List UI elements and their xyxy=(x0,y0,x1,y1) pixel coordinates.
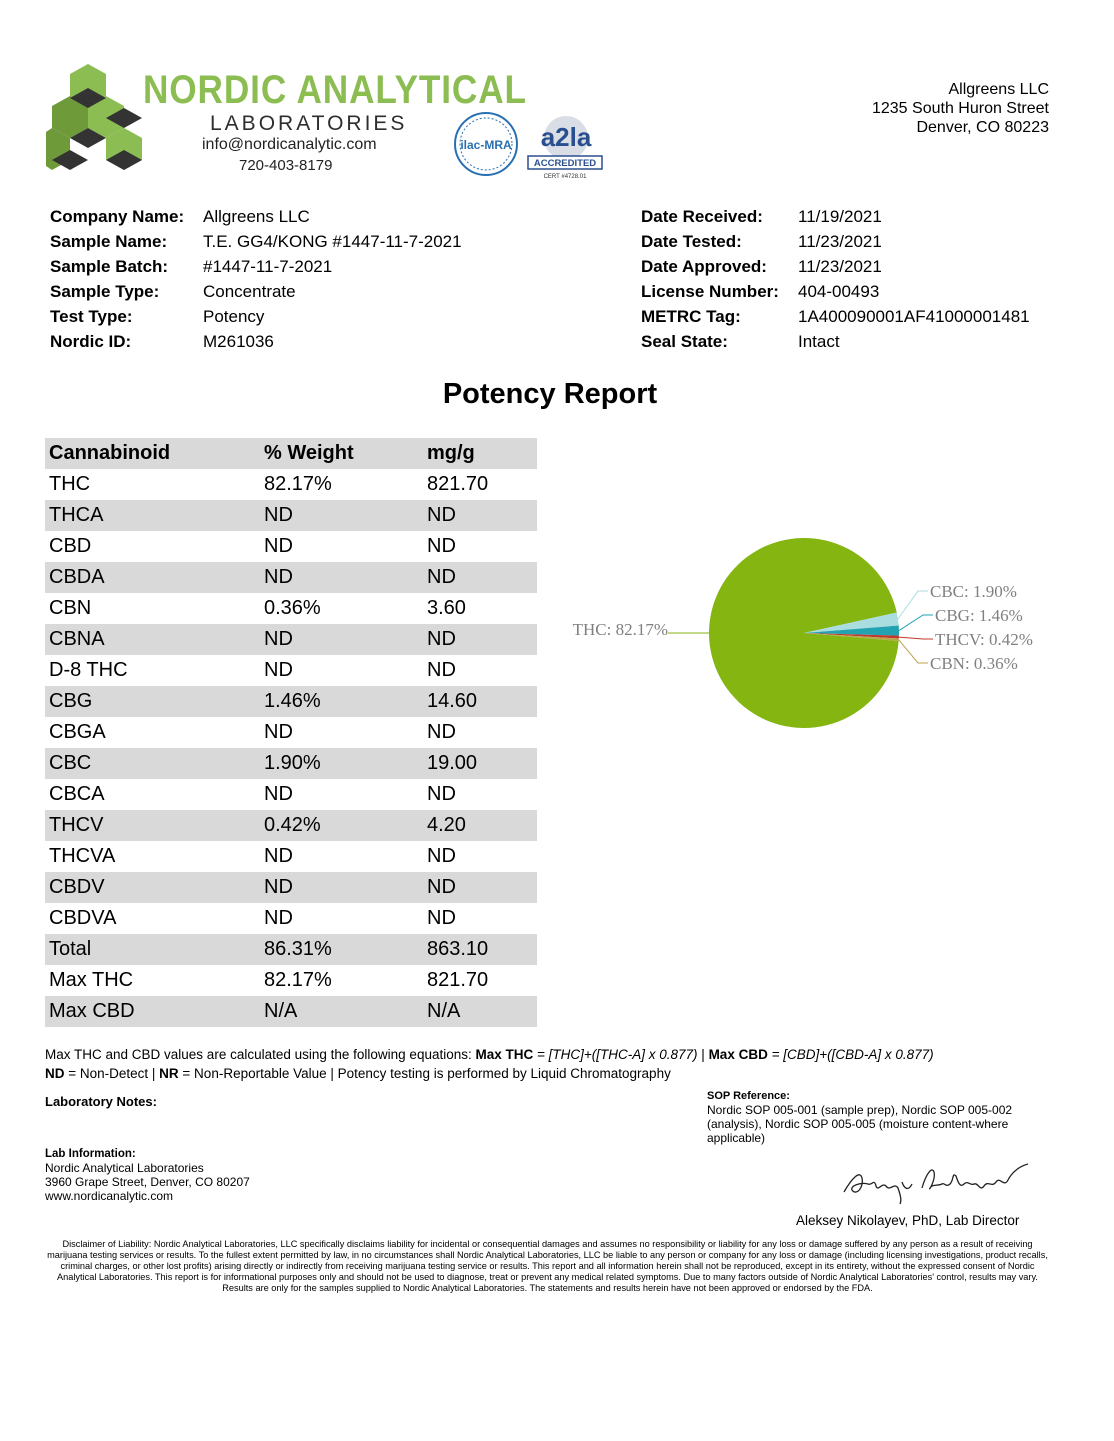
max-cbd-equation: = [CBD]+([CBD-A] x 0.877) xyxy=(767,1047,934,1062)
info-value: 1A400090001AF41000001481 xyxy=(798,307,1030,326)
info-value: 404-00493 xyxy=(798,282,880,301)
sop-line: applicable) xyxy=(707,1131,766,1145)
table-cell: 82.17% xyxy=(260,965,423,996)
table-cell: 86.31% xyxy=(260,934,423,965)
lab-email: info@nordicanalytic.com xyxy=(202,136,377,153)
table-cell: THCVA xyxy=(45,841,260,872)
info-label: Date Received: xyxy=(641,207,763,226)
client-address-line: Denver, CO 80223 xyxy=(916,119,1049,136)
lab-phone: 720-403-8179 xyxy=(239,157,333,174)
info-value: Potency xyxy=(203,307,265,326)
leader-line-cbg xyxy=(899,615,933,631)
signer-name: Aleksey Nikolayev, PhD, Lab Director xyxy=(796,1213,1020,1228)
info-value: 11/19/2021 xyxy=(798,207,882,226)
table-row xyxy=(45,531,537,562)
table-cell: ND xyxy=(260,903,423,934)
table-cell: 14.60 xyxy=(423,686,537,717)
info-value: 11/23/2021 xyxy=(798,257,882,276)
lab-info-line: www.nordicanalytic.com xyxy=(45,1189,174,1203)
info-label: METRC Tag: xyxy=(641,307,741,326)
disclaimer: Disclaimer of Liability: Nordic Analytical Laboratories, LLC specifically disclaims liability for incidental or consequential damages and assumes no responsibility or liability for any loss or damage suffered by any person as a result of receiving marijuana testing services or results. To the fullest extent permitted by law, in no circumstances shall Nordic Analytical Laboratories, LLC be liable to any person or company for any loss or damage (including licensing investigations, product recalls, criminal charges, or other lost profits) arising directly or indirectly from receiving marijuana testing service or results. This report and all information herein shall not be reproduced, except in its entirety, without the expressed consent of Nordic Analytical Laboratories. This report is for informational purposes only and should not be used to diagnose, treat or prevent any medical related symptoms. Due to many factors outside of Nordic Analytical Laboratories' control, results may vary. Results are only for the samples supplied to Nordic Analytical Laboratories. The statements and results herein have not been approved or endorsed by the FDA. xyxy=(47,1239,1048,1293)
info-value: 11/23/2021 xyxy=(798,232,882,251)
info-label: Sample Batch: xyxy=(50,257,169,276)
report-title: Potency Report xyxy=(442,378,658,410)
client-address xyxy=(872,80,1049,137)
table-cell: 3.60 xyxy=(423,593,537,624)
table-cell: ND xyxy=(260,779,423,810)
table-cell: N/A xyxy=(260,996,423,1027)
table-cell: CBDV xyxy=(45,872,260,903)
table-cell: ND xyxy=(260,717,423,748)
table-cell: ND xyxy=(423,624,537,655)
table-cell: CBDVA xyxy=(45,903,260,934)
table-cell: 4.20 xyxy=(423,810,537,841)
accreditation-logos xyxy=(454,110,604,182)
cert-number: CERT #4728.01 xyxy=(543,174,587,180)
table-cell: ND xyxy=(423,903,537,934)
table-cell: ND xyxy=(423,872,537,903)
table-cell: 19.00 xyxy=(423,748,537,779)
equation-note xyxy=(45,1047,934,1062)
table-cell: ND xyxy=(260,500,423,531)
table-cell: CBDA xyxy=(45,562,260,593)
client-address-line: 1235 South Huron Street xyxy=(871,100,1049,117)
potency-pie-chart xyxy=(540,520,1080,750)
info-label: License Number: xyxy=(641,282,779,301)
lab-information xyxy=(45,1147,250,1203)
table-cell: CBGA xyxy=(45,717,260,748)
info-label: Sample Type: xyxy=(50,282,160,301)
pie-label-cbc: CBC: 1.90% xyxy=(930,582,1017,601)
ilac-mra-icon xyxy=(455,113,517,175)
table-row xyxy=(45,748,537,779)
table-row xyxy=(45,841,537,872)
table-cell: 82.17% xyxy=(260,469,423,500)
info-label: Nordic ID: xyxy=(50,332,132,351)
leader-line-cbn xyxy=(899,640,928,663)
lab-info-line: Nordic Analytical Laboratories xyxy=(45,1161,204,1175)
table-cell: Max CBD xyxy=(45,996,260,1027)
table-cell: 821.70 xyxy=(423,965,537,996)
separator: | xyxy=(697,1047,709,1062)
table-row xyxy=(45,965,537,996)
table-row xyxy=(45,779,537,810)
lab-info-line: 3960 Grape Street, Denver, CO 80207 xyxy=(45,1175,250,1189)
table-header-cell: % Weight xyxy=(260,438,423,469)
max-thc-label: Max THC xyxy=(475,1047,534,1062)
table-cell: ND xyxy=(423,779,537,810)
table-row xyxy=(45,500,537,531)
info-value: T.E. GG4/KONG #1447-11-7-2021 xyxy=(203,232,462,251)
table-row xyxy=(45,810,537,841)
table-cell: ND xyxy=(423,655,537,686)
table-header-cell: Cannabinoid xyxy=(45,438,260,469)
info-value: Allgreens LLC xyxy=(203,207,310,226)
equation-prefix: Max THC and CBD values are calculated using the following equations: xyxy=(45,1047,476,1062)
table-cell: THCV xyxy=(45,810,260,841)
info-label: Sample Name: xyxy=(50,232,168,251)
pie-label-cbn: CBN: 0.36% xyxy=(930,654,1018,673)
leader-line-thcv xyxy=(899,637,933,639)
table-cell: 1.90% xyxy=(260,748,423,779)
lab-info-label: Lab Information: xyxy=(45,1148,136,1160)
info-label: Date Tested: xyxy=(641,232,742,251)
table-cell: CBD xyxy=(45,531,260,562)
table-cell: THC xyxy=(45,469,260,500)
nd-text: = Non-Detect | xyxy=(64,1066,160,1081)
table-cell: CBN xyxy=(45,593,260,624)
ilac-label: ilac-MRA xyxy=(460,138,512,152)
table-cell: ND xyxy=(260,562,423,593)
nr-text: = Non-Reportable Value | Potency testing is performed by Liquid Chromatography xyxy=(178,1066,671,1081)
info-value: Intact xyxy=(798,332,840,351)
table-cell: ND xyxy=(260,872,423,903)
table-row xyxy=(45,469,537,500)
max-cbd-label: Max CBD xyxy=(708,1047,768,1062)
table-cell: Total xyxy=(45,934,260,965)
sop-line: (analysis), Nordic SOP 005-005 (moisture content-where xyxy=(707,1117,1009,1131)
table-cell: ND xyxy=(423,500,537,531)
lab-notes-label: Laboratory Notes: xyxy=(45,1094,157,1109)
info-value: Concentrate xyxy=(203,282,296,301)
table-cell: ND xyxy=(423,562,537,593)
table-cell: ND xyxy=(423,717,537,748)
sop-line: Nordic SOP 005-001 (sample prep), Nordic SOP 005-002 xyxy=(707,1103,1013,1117)
brand-name: NORDIC ANALYTICAL xyxy=(143,68,527,112)
table-header-cell: mg/g xyxy=(423,438,537,469)
table-row xyxy=(45,593,537,624)
table-row xyxy=(45,624,537,655)
table-cell: CBG xyxy=(45,686,260,717)
signature-icon xyxy=(838,1158,1034,1208)
table-cell: 863.10 xyxy=(423,934,537,965)
table-row xyxy=(45,934,537,965)
table-row xyxy=(45,996,537,1027)
table-cell: 0.36% xyxy=(260,593,423,624)
table-cell: ND xyxy=(423,841,537,872)
table-cell: D-8 THC xyxy=(45,655,260,686)
pie-label-thcv: THCV: 0.42% xyxy=(935,630,1033,649)
info-value: M261036 xyxy=(203,332,274,351)
table-row xyxy=(45,872,537,903)
table-row xyxy=(45,562,537,593)
table-cell: CBCA xyxy=(45,779,260,810)
potency-table xyxy=(45,438,537,1027)
client-address-line: Allgreens LLC xyxy=(948,81,1049,98)
table-cell: N/A xyxy=(423,996,537,1027)
accredited-badge: ACCREDITED xyxy=(533,158,597,169)
table-cell: 0.42% xyxy=(260,810,423,841)
info-label: Date Approved: xyxy=(641,257,767,276)
svg-text:a2la: a2la xyxy=(540,122,592,152)
info-value: #1447-11-7-2021 xyxy=(203,257,333,276)
pie-label-cbg: CBG: 1.46% xyxy=(935,606,1023,625)
table-cell: THCA xyxy=(45,500,260,531)
a2la-icon xyxy=(528,116,602,180)
table-cell: Max THC xyxy=(45,965,260,996)
table-cell: ND xyxy=(260,531,423,562)
table-header-row xyxy=(45,438,537,469)
table-row xyxy=(45,686,537,717)
table-cell: ND xyxy=(260,624,423,655)
sop-reference xyxy=(707,1089,1012,1145)
info-label: Company Name: xyxy=(50,207,185,226)
table-row xyxy=(45,903,537,934)
pie-label-thc: THC: 82.17% xyxy=(572,620,668,639)
table-cell: 1.46% xyxy=(260,686,423,717)
info-label: Seal State: xyxy=(641,332,728,351)
table-cell: CBNA xyxy=(45,624,260,655)
table-row xyxy=(45,655,537,686)
abbrev-note xyxy=(45,1066,671,1081)
table-cell: ND xyxy=(423,531,537,562)
nr-label: NR xyxy=(159,1066,179,1081)
table-row xyxy=(45,717,537,748)
table-cell: ND xyxy=(260,655,423,686)
nd-label: ND xyxy=(45,1066,65,1081)
info-label: Test Type: xyxy=(50,307,133,326)
brand-subtitle: LABORATORIES xyxy=(210,112,408,135)
sop-label: SOP Reference: xyxy=(707,1090,790,1102)
table-cell: CBC xyxy=(45,748,260,779)
table-cell: ND xyxy=(260,841,423,872)
table-cell: 821.70 xyxy=(423,469,537,500)
max-thc-equation: = [THC]+([THC-A] x 0.877) xyxy=(533,1047,698,1062)
